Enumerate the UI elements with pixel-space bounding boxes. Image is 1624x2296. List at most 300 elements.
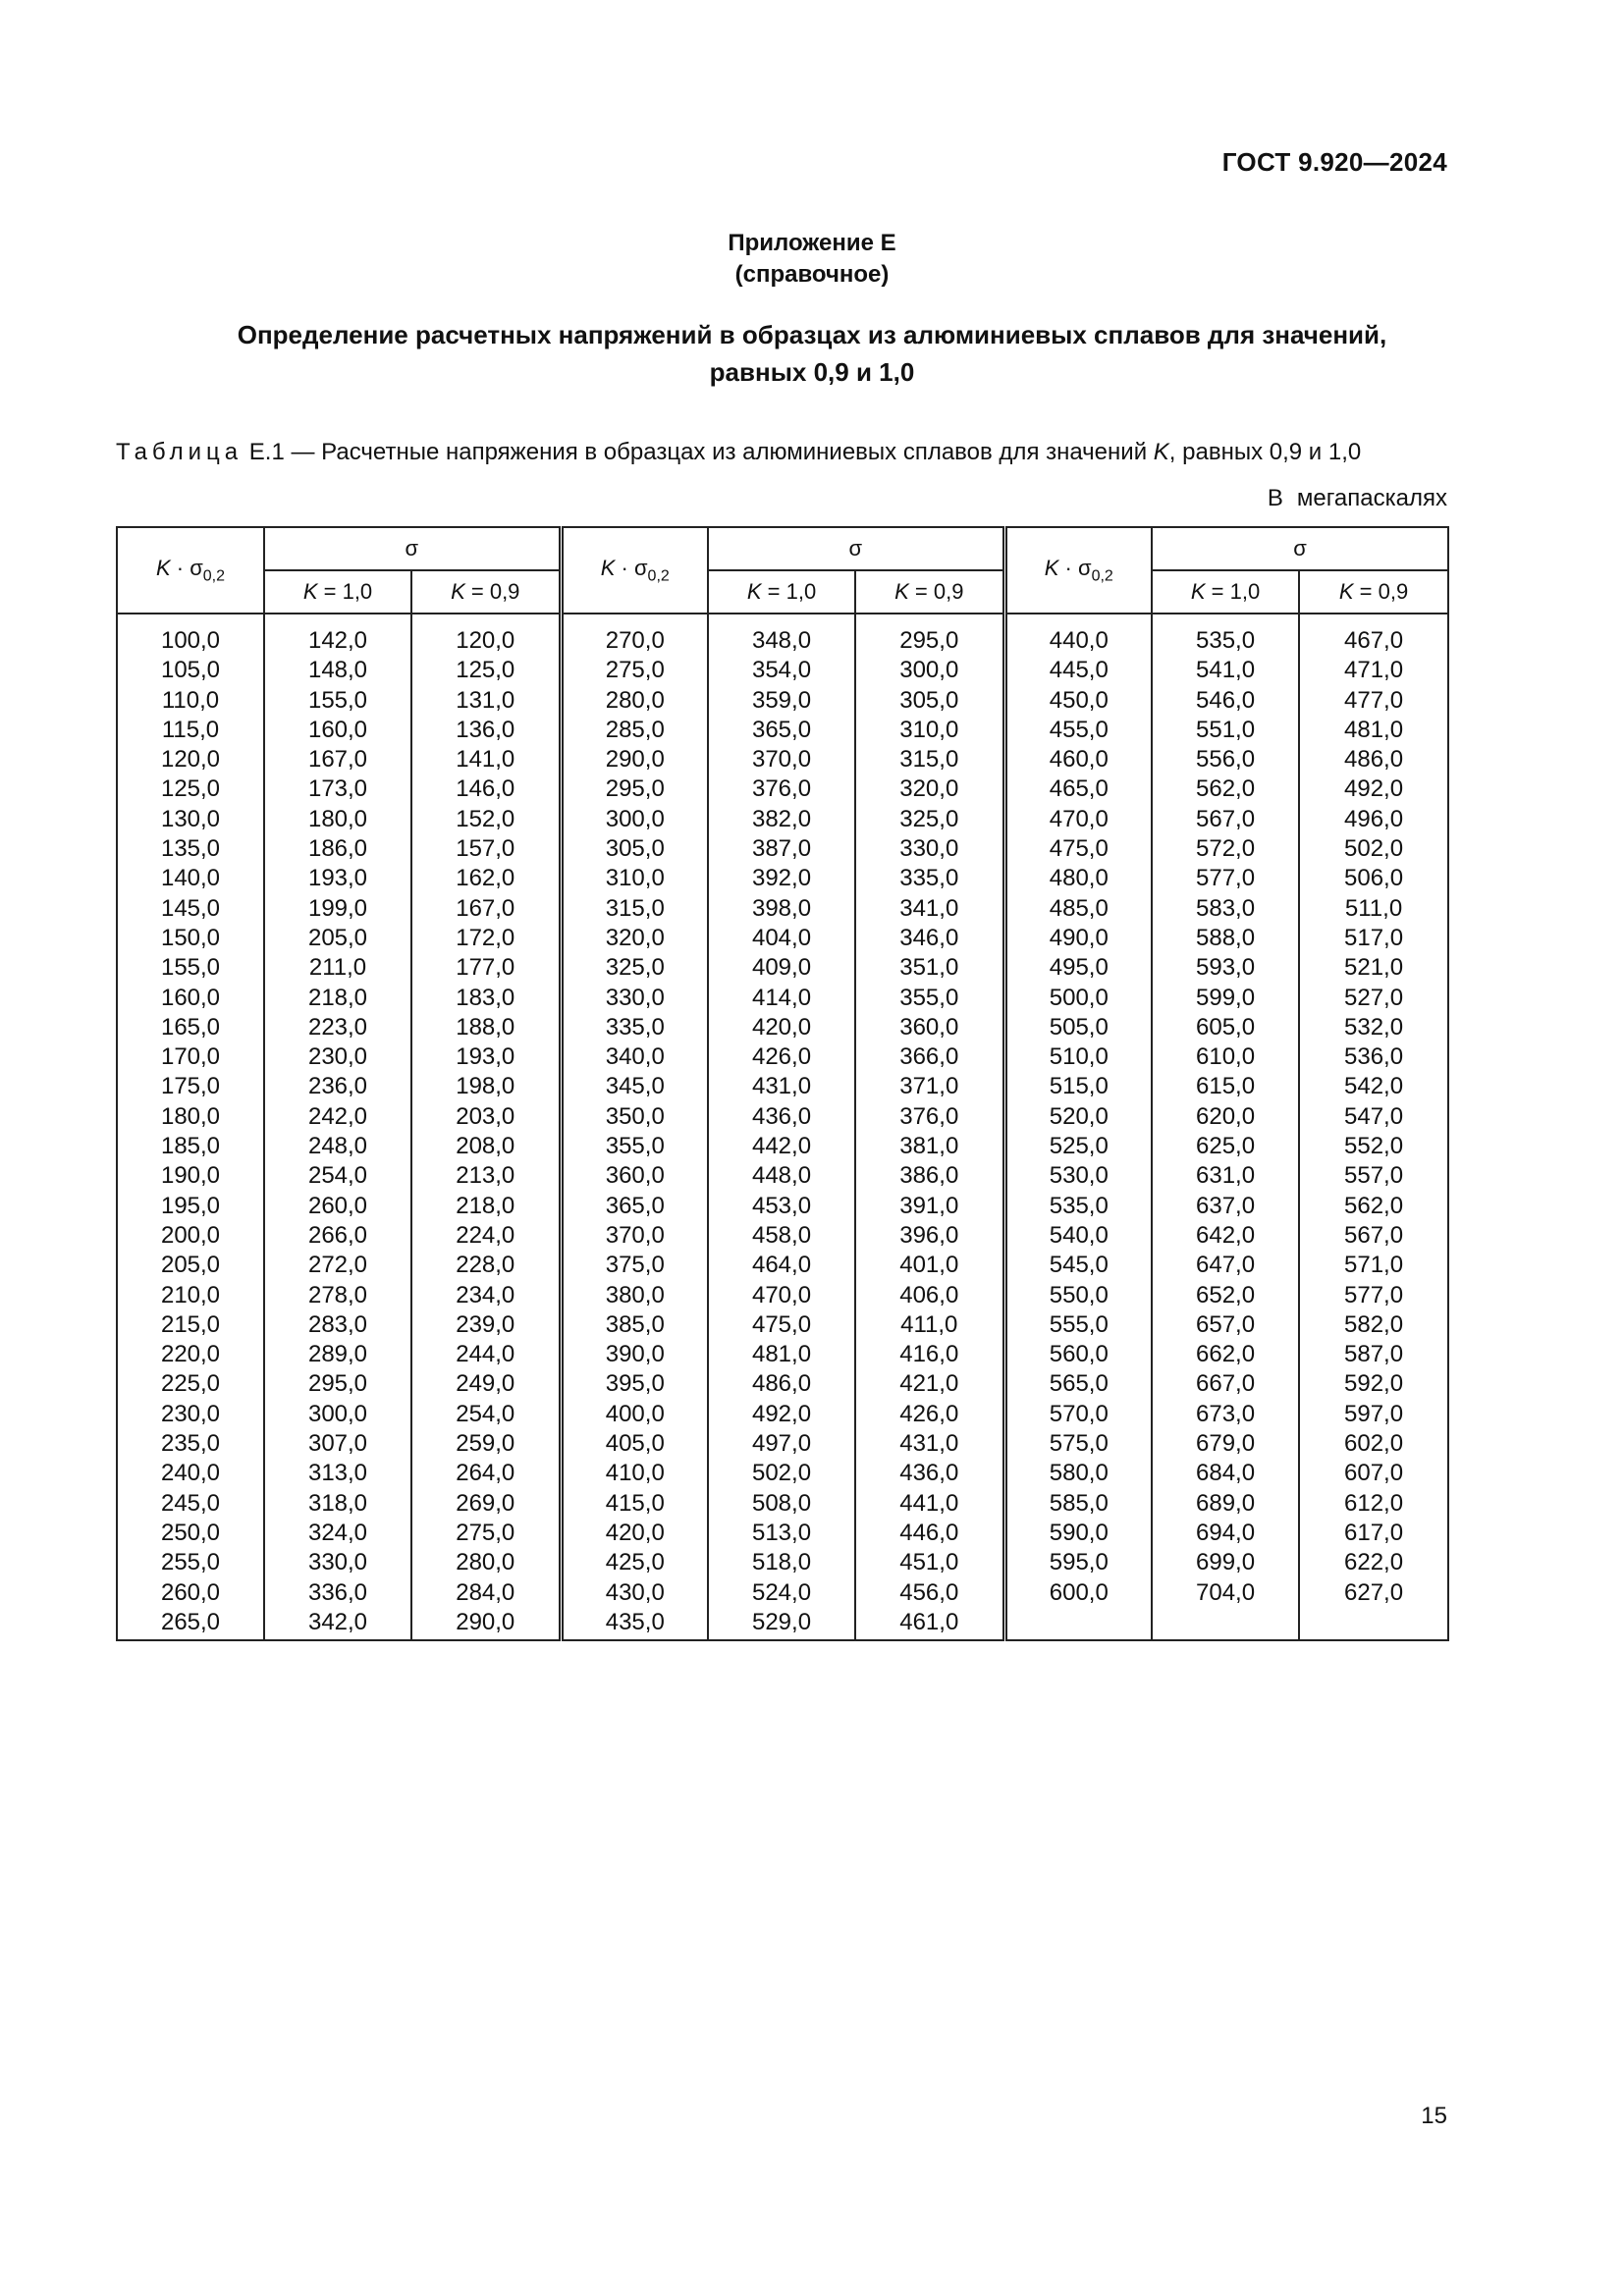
table-cell: 481,0 [1344,716,1404,743]
table-cell: 370,0 [751,746,812,774]
table-cell: 441,0 [899,1489,959,1517]
table-cell: 240,0 [160,1460,221,1487]
table-caption-tail: , равных 0,9 и 1,0 [1168,439,1362,465]
table-cell: 517,0 [1344,924,1404,951]
table-cell: 513,0 [751,1519,812,1546]
col-sigma-k10-2 [708,614,855,1640]
table-cell: 587,0 [1344,1341,1404,1368]
table-cell: 310,0 [605,865,665,892]
table-cell: 464,0 [751,1252,812,1279]
table-cell: 529,0 [751,1608,812,1635]
table-cell: 575,0 [1049,1430,1109,1458]
table-cell: 115,0 [161,716,220,743]
table-cell: 100,0 [160,627,221,654]
table-cell: 260,0 [160,1578,221,1606]
table-cell: 458,0 [751,1221,812,1249]
table-cell: 173,0 [307,775,368,803]
table-cell: 290,0 [605,746,665,774]
section-title-line-1: Определение расчетных напряжений в образцах из алюминиевых сплавов для значений, [237,320,1387,349]
table-cell: 142,0 [307,627,368,654]
table-cell: 679,0 [1196,1430,1256,1458]
table-cell: 376,0 [899,1102,959,1130]
table-cell: 431,0 [899,1430,959,1458]
table-cell: 396,0 [899,1221,959,1249]
table-cell: 404,0 [751,924,812,951]
table-cell: 236,0 [307,1073,368,1100]
table-cell: 218,0 [307,984,368,1011]
table-cell: 224,0 [456,1221,515,1249]
table-cell: 152,0 [456,805,515,832]
table-cell: 546,0 [1196,686,1256,714]
table-cell: 172,0 [456,924,515,951]
table-cell: 335,0 [605,1013,665,1041]
table-cell: 213,0 [456,1162,515,1190]
table-cell: 360,0 [605,1162,665,1190]
table-cell: 398,0 [751,894,812,922]
table-cell: 235,0 [160,1430,221,1458]
table-cell: 605,0 [1196,1013,1256,1041]
table-cell: 330,0 [899,835,959,863]
stress-table [116,526,1449,1641]
table-cell: 200,0 [160,1221,221,1249]
table-cell: 259,0 [456,1430,515,1458]
table-cell: 684,0 [1196,1460,1256,1487]
table-cell: 555,0 [1049,1310,1109,1338]
table-cell: 571,0 [1344,1252,1404,1279]
col-k-sigma-2 [561,614,708,1640]
table-cell: 275,0 [456,1519,515,1546]
table-caption-text: Е.1 — Расчетные напряжения в образцах из алюминиевых сплавов для значений [243,439,1154,465]
table-cell: 565,0 [1049,1370,1109,1398]
table-cell: 330,0 [307,1549,368,1576]
table-caption-label: Таблица [116,439,244,465]
table-cell: 260,0 [307,1192,368,1219]
table-cell: 471,0 [1344,657,1404,684]
table-cell: 160,0 [307,716,368,743]
table-cell: 582,0 [1344,1310,1404,1338]
table-cell: 131,0 [456,686,515,714]
table-cell: 465,0 [1049,775,1109,803]
table-cell: 135,0 [160,835,221,863]
table-cell: 269,0 [456,1489,515,1517]
table-cell: 556,0 [1196,746,1256,774]
k-sigma-header: $K \cdot \sigma_{0,2}$ [1004,527,1152,614]
table-cell: 689,0 [1196,1489,1256,1517]
col-sigma-k10-1 [264,614,411,1640]
table-cell: 376,0 [751,775,812,803]
table-cell: 183,0 [456,984,515,1011]
table-cell: 318,0 [307,1489,368,1517]
table-cell: 652,0 [1196,1281,1256,1308]
table-cell: 667,0 [1196,1370,1256,1398]
table-cell: 647,0 [1196,1252,1256,1279]
table-cell: 617,0 [1344,1519,1404,1546]
table-cell: 280,0 [605,686,665,714]
table-cell: 205,0 [160,1252,221,1279]
table-cell: 455,0 [1049,716,1109,743]
table-cell: 515,0 [1049,1073,1109,1100]
table-cell: 694,0 [1196,1519,1256,1546]
table-cell: 657,0 [1196,1310,1256,1338]
units-prefix: В [1267,485,1283,511]
table-cell: 637,0 [1196,1192,1256,1219]
table-cell: 410,0 [605,1460,665,1487]
table-cell: 445,0 [1049,657,1109,684]
table-cell: 435,0 [605,1608,665,1635]
table-cell: 557,0 [1344,1162,1404,1190]
table-cell: 280,0 [456,1549,515,1576]
table-cell: 382,0 [751,805,812,832]
table-cell: 230,0 [160,1400,221,1427]
table-cell: 642,0 [1196,1221,1256,1249]
col-sigma-k09-2 [855,614,1004,1640]
table-cell: 560,0 [1049,1341,1109,1368]
table-cell: 390,0 [605,1341,665,1368]
sigma-header: σ [1152,527,1448,570]
table-cell: 673,0 [1196,1400,1256,1427]
table-cell: 315,0 [899,746,959,774]
table-cell: 567,0 [1344,1221,1404,1249]
table-cell: 145,0 [160,894,221,922]
table-cell: 266,0 [307,1221,368,1249]
units-text: мегапаскалях [1296,485,1447,511]
col-sigma-k09-1 [411,614,561,1640]
col-sigma-k09-3 [1299,614,1448,1640]
table-cell: 167,0 [307,746,368,774]
table-cell: 284,0 [456,1578,515,1606]
table-cell: 625,0 [1196,1133,1256,1160]
table-cell: 330,0 [605,984,665,1011]
table-cell: 481,0 [751,1341,812,1368]
table-cell: 451,0 [899,1549,959,1576]
table-cell: 234,0 [456,1281,515,1308]
table-cell: 167,0 [456,894,515,922]
table-cell: 395,0 [605,1370,665,1398]
table-cell: 278,0 [307,1281,368,1308]
table-cell: 220,0 [160,1341,221,1368]
sigma-header: σ [264,527,561,570]
col-k-sigma-1 [117,614,264,1640]
table-cell: 496,0 [1344,805,1404,832]
table-cell: 480,0 [1049,865,1109,892]
k-1-0-header: K = 1,0 [1152,570,1299,614]
table-cell: 492,0 [1344,775,1404,803]
table-cell: 146,0 [456,775,515,803]
table-cell: 592,0 [1344,1370,1404,1398]
table-cell: 620,0 [1196,1102,1256,1130]
table-cell: 456,0 [899,1578,959,1606]
page-number: 15 [1421,2103,1447,2129]
table-cell: 320,0 [899,775,959,803]
table-cell: 416,0 [899,1341,959,1368]
table-cell: 249,0 [456,1370,515,1398]
table-cell: 431,0 [751,1073,812,1100]
table-cell: 244,0 [456,1341,515,1368]
table-cell: 272,0 [307,1252,368,1279]
table-cell: 540,0 [1049,1221,1109,1249]
table-cell: 490,0 [1049,924,1109,951]
table-cell: 305,0 [899,686,959,714]
table-cell: 355,0 [899,984,959,1011]
table-cell: 535,0 [1049,1192,1109,1219]
table-cell: 320,0 [605,924,665,951]
appendix-heading [0,228,1624,291]
table-cell: 391,0 [899,1192,959,1219]
table-cell: 699,0 [1196,1549,1256,1576]
appendix-type: (справочное) [734,261,890,288]
table-cell: 426,0 [899,1400,959,1427]
table-cell: 307,0 [307,1430,368,1458]
table-caption-k: K [1153,439,1169,465]
table-cell: 370,0 [605,1221,665,1249]
table-cell: 585,0 [1049,1489,1109,1517]
table-cell: 254,0 [307,1162,368,1190]
table-cell: 341,0 [899,894,959,922]
table-cell: 506,0 [1344,865,1404,892]
table-cell: 595,0 [1049,1549,1109,1576]
table-cell: 552,0 [1344,1133,1404,1160]
table-cell: 230,0 [307,1043,368,1071]
table-cell: 411,0 [900,1310,958,1338]
table-cell: 325,0 [899,805,959,832]
table-cell: 590,0 [1049,1519,1109,1546]
table-cell: 588,0 [1196,924,1256,951]
table-cell: 485,0 [1049,894,1109,922]
table-caption [116,439,1361,466]
table-cell: 405,0 [605,1430,665,1458]
table-cell: 542,0 [1344,1073,1404,1100]
k-1-0-header: K = 1,0 [708,570,855,614]
table-cell: 385,0 [605,1310,665,1338]
table-cell: 536,0 [1344,1043,1404,1071]
table-cell: 225,0 [160,1370,221,1398]
table-cell: 599,0 [1196,984,1256,1011]
table-cell: 120,0 [456,627,515,654]
section-title-line-2: равных 0,9 и 1,0 [709,357,915,387]
table-cell: 430,0 [605,1578,665,1606]
table-cell: 381,0 [899,1133,959,1160]
table-cell: 442,0 [751,1133,812,1160]
table-cell: 602,0 [1344,1430,1404,1458]
table-cell: 185,0 [160,1133,221,1160]
table-cell: 195,0 [160,1192,221,1219]
table-cell: 125,0 [456,657,515,684]
table-cell: 492,0 [751,1400,812,1427]
table-cell: 325,0 [605,954,665,982]
table-cell: 211,0 [308,954,367,982]
table-cell: 415,0 [605,1489,665,1517]
table-cell: 295,0 [605,775,665,803]
table-cell: 593,0 [1196,954,1256,982]
table-body [117,614,1448,1640]
table-cell: 610,0 [1196,1043,1256,1071]
table-cell: 254,0 [456,1400,515,1427]
table-cell: 346,0 [899,924,959,951]
table-cell: 324,0 [307,1519,368,1546]
table-cell: 223,0 [307,1013,368,1041]
table-cell: 300,0 [605,805,665,832]
table-cell: 264,0 [456,1460,515,1487]
table-cell: 305,0 [605,835,665,863]
table-cell: 440,0 [1049,627,1109,654]
table-cell: 245,0 [160,1489,221,1517]
table-cell: 170,0 [160,1043,221,1071]
table-cell: 218,0 [456,1192,515,1219]
table-cell: 502,0 [1344,835,1404,863]
table-cell: 175,0 [160,1073,221,1100]
table-cell: 500,0 [1049,984,1109,1011]
table-cell: 350,0 [605,1102,665,1130]
table-cell: 125,0 [160,775,221,803]
k-0-9-header: K = 0,9 [411,570,561,614]
table-cell: 577,0 [1344,1281,1404,1308]
table-cell: 392,0 [751,865,812,892]
table-cell: 186,0 [307,835,368,863]
table-cell: 527,0 [1344,984,1404,1011]
table-cell: 315,0 [605,894,665,922]
table-cell: 180,0 [307,805,368,832]
table-cell: 199,0 [307,894,368,922]
table-cell: 475,0 [1049,835,1109,863]
table-cell: 562,0 [1344,1192,1404,1219]
table-cell: 180,0 [160,1102,221,1130]
table-cell: 520,0 [1049,1102,1109,1130]
col-k-sigma-3 [1004,614,1152,1640]
table-cell: 551,0 [1196,716,1256,743]
table-cell: 335,0 [899,865,959,892]
table-cell: 193,0 [456,1043,515,1071]
table-cell: 530,0 [1049,1162,1109,1190]
table-cell: 365,0 [751,716,812,743]
table-cell: 615,0 [1196,1073,1256,1100]
table-cell: 203,0 [456,1102,515,1130]
table-cell: 475,0 [751,1310,812,1338]
table-cell: 521,0 [1344,954,1404,982]
table-cell: 141,0 [456,746,515,774]
table-cell: 562,0 [1196,775,1256,803]
table-cell: 524,0 [751,1578,812,1606]
table-cell: 448,0 [751,1162,812,1190]
table-units [1268,485,1447,512]
table-cell: 495,0 [1049,954,1109,982]
table-cell: 409,0 [751,954,812,982]
table-cell: 550,0 [1049,1281,1109,1308]
document-code: ГОСТ 9.920—2024 [1221,147,1447,177]
table-cell: 371,0 [899,1073,959,1100]
table-cell: 577,0 [1196,865,1256,892]
k-0-9-header: K = 0,9 [1299,570,1448,614]
table-cell: 275,0 [605,657,665,684]
table-cell: 355,0 [605,1133,665,1160]
table-cell: 580,0 [1049,1460,1109,1487]
table-cell: 525,0 [1049,1133,1109,1160]
table-cell: 436,0 [899,1460,959,1487]
table-cell: 313,0 [307,1460,368,1487]
table-cell: 414,0 [751,984,812,1011]
table-cell: 607,0 [1344,1460,1404,1487]
table-cell: 631,0 [1196,1162,1256,1190]
table-cell: 375,0 [605,1252,665,1279]
table-cell: 300,0 [307,1400,368,1427]
table-cell: 535,0 [1196,627,1256,654]
table-cell: 110,0 [161,686,220,714]
table-cell: 600,0 [1049,1578,1109,1606]
table-cell: 239,0 [456,1310,515,1338]
table-cell: 265,0 [160,1608,221,1635]
table-cell: 359,0 [751,686,812,714]
table-cell: 497,0 [751,1430,812,1458]
table-head [117,527,1448,614]
table-cell: 228,0 [456,1252,515,1279]
table-cell: 130,0 [160,805,221,832]
k-sigma-header: $K \cdot \sigma_{0,2}$ [561,527,708,614]
table-cell: 148,0 [307,657,368,684]
table-cell: 460,0 [1049,746,1109,774]
table-cell: 295,0 [307,1370,368,1398]
table-cell: 242,0 [307,1102,368,1130]
table-cell: 336,0 [307,1578,368,1606]
table-cell: 155,0 [307,686,368,714]
table-cell: 486,0 [1344,746,1404,774]
table-cell: 120,0 [160,746,221,774]
table-cell: 366,0 [899,1043,959,1071]
table-cell: 210,0 [160,1281,221,1308]
table-cell: 477,0 [1344,686,1404,714]
table-cell: 505,0 [1049,1013,1109,1041]
table-cell: 426,0 [751,1043,812,1071]
table-cell: 453,0 [751,1192,812,1219]
col-sigma-k10-3 [1152,614,1299,1640]
table-cell: 570,0 [1049,1400,1109,1427]
table-cell: 461,0 [899,1608,959,1635]
table-cell: 420,0 [605,1519,665,1546]
k-1-0-header: K = 1,0 [264,570,411,614]
table-cell: 165,0 [160,1013,221,1041]
table-cell: 545,0 [1049,1252,1109,1279]
table-cell: 340,0 [605,1043,665,1071]
table-cell: 704,0 [1196,1578,1256,1606]
table-cell: 250,0 [160,1519,221,1546]
table-cell: 190,0 [160,1162,221,1190]
table-cell: 406,0 [899,1281,959,1308]
table-cell: 289,0 [307,1341,368,1368]
table-cell: 541,0 [1196,657,1256,684]
table-cell: 612,0 [1344,1489,1404,1517]
table-cell: 470,0 [1049,805,1109,832]
k-sigma-header: $K \cdot \sigma_{0,2}$ [117,527,264,614]
table-cell: 285,0 [605,716,665,743]
table-cell: 310,0 [899,716,959,743]
appendix-label: Приложение Е [728,230,896,256]
table-cell: 150,0 [160,924,221,951]
table-cell: 248,0 [307,1133,368,1160]
table-cell: 360,0 [899,1013,959,1041]
table-cell: 162,0 [456,865,515,892]
table-cell: 532,0 [1344,1013,1404,1041]
table-cell: 380,0 [605,1281,665,1308]
table-cell: 470,0 [751,1281,812,1308]
table-cell: 421,0 [899,1370,959,1398]
table-cell: 400,0 [605,1400,665,1427]
table-cell: 188,0 [456,1013,515,1041]
table-cell: 450,0 [1049,686,1109,714]
table-cell: 270,0 [605,627,665,654]
table-cell: 205,0 [307,924,368,951]
table-cell: 547,0 [1344,1102,1404,1130]
table-cell: 446,0 [899,1519,959,1546]
table-cell: 198,0 [456,1073,515,1100]
table-cell: 386,0 [899,1162,959,1190]
